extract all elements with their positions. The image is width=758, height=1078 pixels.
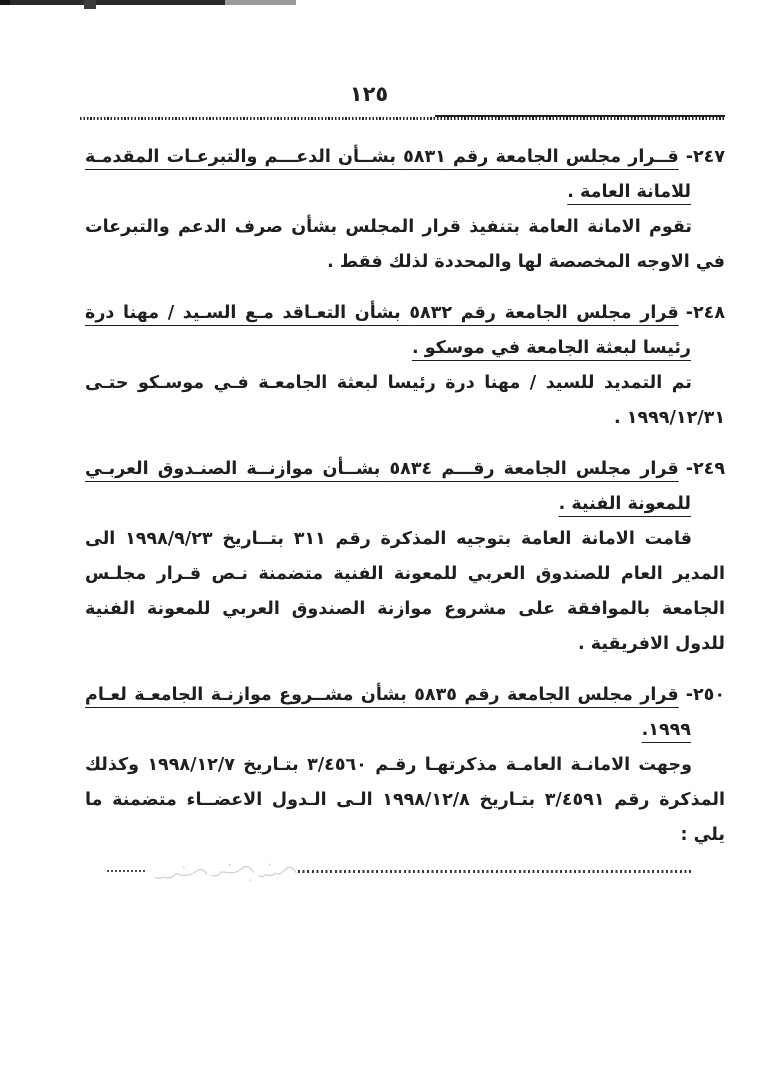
decision-title: قرار مجلس الجامعة رقم ٥٨٣٥ بشأن مشــروع موازنـة الجامعـة لعـام ١٩٩٩. [85, 685, 691, 740]
header-solid-rule [435, 115, 725, 117]
decision-number: ٢٥٠- [685, 685, 726, 705]
footer-dotted-rule [298, 870, 692, 873]
decision-title: قرار مجلس الجامعة رقـــم ٥٨٣٤ بشــأن موازنــة الصنـدوق العربـي للمعونة الفنية . [85, 459, 691, 514]
decision-item-250 [85, 678, 725, 853]
decision-item-247 [85, 140, 725, 280]
scan-edge-notch [84, 0, 96, 9]
decision-number: ٢٤٨- [685, 303, 726, 323]
decision-heading [85, 452, 725, 522]
header-dotted-rule [80, 117, 725, 120]
page-footer [0, 858, 758, 890]
decision-heading [85, 140, 725, 210]
decision-number: ٢٤٩- [685, 459, 725, 479]
decision-item-249 [85, 452, 725, 662]
decisions-list [85, 140, 725, 869]
decision-title: قرار مجلس الجامعة رقم ٥٨٣٢ بشأن التعـاقد مـع السـيد / مهنا درة رئيسا لبعثة الجامعة في موسكو . [85, 303, 691, 358]
decision-title: قــرار مجلس الجامعة رقم ٥٨٣١ بشــأن الدعـــم والتبرعـات المقدمـة للامانة العامة . [85, 147, 691, 202]
scan-edge-artifact [0, 0, 296, 5]
page-number: ١٢٥ [349, 82, 389, 106]
footer-dash-rule [107, 870, 145, 872]
decision-heading [85, 678, 725, 748]
decision-heading [85, 296, 725, 366]
decision-number: ٢٤٧- [685, 147, 726, 167]
decision-body: تم التمديد للسيد / مهنا درة رئيسا لبعثة الجامعـة فـي موسـكو حتـى ١٩٩٩/١٢/٣١ . [85, 373, 725, 428]
decision-item-248 [85, 296, 725, 436]
decision-body: وجهت الامانـة العامـة مذكرتهـا رقـم ٣/٤٥٦٠ بتـاريخ ١٩٩٨/١٢/٧ وكذلك المذكرة رقم ٣/٤٥٩١ بتـاريخ ١٩٩٨/١٢/٨ الـى الـدول الاعضــاء متضمنة ما يلي : [85, 755, 726, 845]
decision-body: قامت الامانة العامة بتوجيه المذكرة رقم ٣١١ بتــاريخ ١٩٩٨/٩/٢٣ الى المدير العام للصندوق العربي للمعونة الفنية متضمنة نـص قـرار مجلـس الجامعة بالموافقة على مشروع موازنة الصندوق العربي للمعونة الفنية للدول الافريقية . [85, 529, 725, 654]
decision-body: تقوم الامانة العامة بتنفيذ قرار المجلس بشأن صرف الدعم والتبرعات في الاوجه المخصصة لها والمحددة لذلك فقط . [85, 217, 725, 272]
faint-pencil-script-icon [150, 858, 298, 888]
